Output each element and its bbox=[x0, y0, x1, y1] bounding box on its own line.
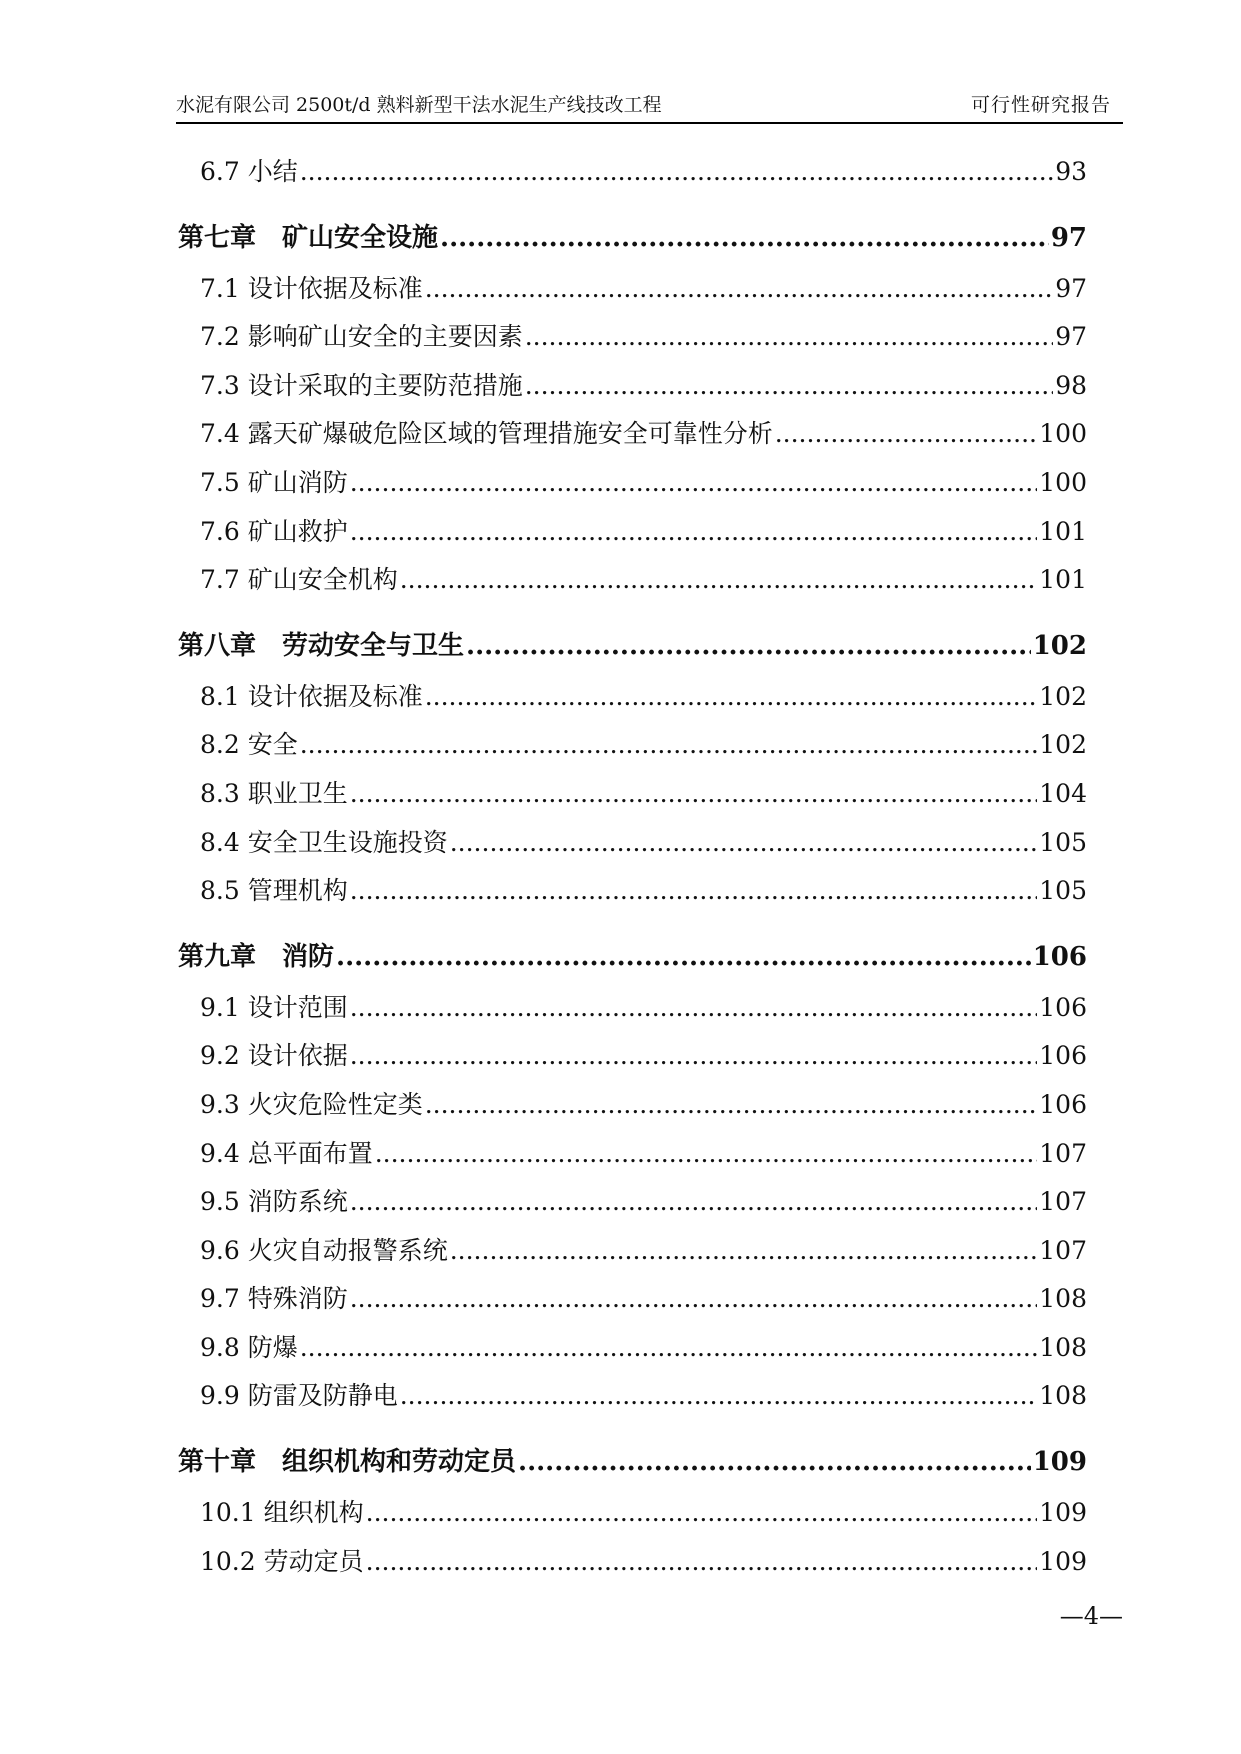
toc-dot-leader bbox=[425, 274, 1053, 303]
toc-entry-title: 7.5 矿山消防 bbox=[200, 467, 348, 497]
toc-dot-leader bbox=[525, 371, 1053, 400]
toc-entry-page-number: 100 bbox=[1039, 419, 1087, 449]
toc-entry-title: 8.4 安全卫生设施投资 bbox=[200, 827, 448, 857]
toc-entry-page-number: 107 bbox=[1039, 1235, 1087, 1265]
toc-entry-title: 9.6 火灾自动报警系统 bbox=[200, 1235, 448, 1265]
toc-section-entry[interactable] bbox=[178, 269, 1087, 318]
toc-dot-leader bbox=[336, 942, 1031, 972]
toc-section-entry[interactable] bbox=[178, 988, 1087, 1037]
toc-entry-page-number: 106 bbox=[1032, 941, 1087, 972]
toc-dot-leader bbox=[425, 1090, 1038, 1119]
toc-section-entry[interactable] bbox=[178, 317, 1087, 366]
toc-section-entry[interactable] bbox=[178, 1542, 1087, 1591]
toc-entry-page-number: 105 bbox=[1039, 876, 1087, 906]
toc-entry-title: 9.4 总平面布置 bbox=[200, 1138, 373, 1168]
toc-section-entry[interactable] bbox=[178, 1328, 1087, 1377]
toc-dot-leader bbox=[466, 631, 1031, 661]
toc-dot-leader bbox=[350, 1041, 1038, 1070]
table-of-contents bbox=[178, 152, 1087, 1590]
toc-section-entry[interactable] bbox=[178, 1231, 1087, 1280]
toc-entry-title: 9.5 消防系统 bbox=[200, 1187, 348, 1217]
header-document-title: 水泥有限公司 2500t/d 熟料新型干法水泥生产线技改工程 bbox=[176, 94, 662, 116]
toc-entry-title: 9.7 特殊消防 bbox=[200, 1284, 348, 1314]
toc-entry-page-number: 109 bbox=[1039, 1546, 1087, 1576]
toc-section-entry[interactable] bbox=[178, 871, 1087, 920]
toc-dot-leader bbox=[425, 682, 1038, 711]
toc-dot-leader bbox=[350, 876, 1038, 905]
toc-dot-leader bbox=[518, 1447, 1031, 1477]
toc-entry-page-number: 98 bbox=[1055, 370, 1087, 400]
toc-entry-title: 8.1 设计依据及标准 bbox=[200, 681, 423, 711]
toc-chapter-entry[interactable] bbox=[178, 1429, 1087, 1493]
toc-dot-leader bbox=[450, 828, 1038, 857]
toc-entry-page-number: 105 bbox=[1039, 827, 1087, 857]
toc-entry-title: 9.2 设计依据 bbox=[200, 1041, 348, 1071]
toc-entry-title: 9.8 防爆 bbox=[200, 1332, 298, 1362]
toc-entry-title: 7.6 矿山救护 bbox=[200, 516, 348, 546]
toc-section-entry[interactable] bbox=[178, 1134, 1087, 1183]
toc-entry-page-number: 97 bbox=[1055, 322, 1087, 352]
page-number: —4— bbox=[1059, 1602, 1123, 1630]
toc-section-entry[interactable] bbox=[178, 414, 1087, 463]
toc-chapter-entry[interactable] bbox=[178, 613, 1087, 677]
toc-entry-title: 第十章 组织机构和劳动定员 bbox=[178, 1447, 517, 1478]
toc-section-entry[interactable] bbox=[178, 1036, 1087, 1085]
toc-section-entry[interactable] bbox=[178, 512, 1087, 561]
toc-entry-page-number: 109 bbox=[1032, 1447, 1087, 1478]
toc-entry-page-number: 102 bbox=[1039, 730, 1087, 760]
toc-entry-title: 8.2 安全 bbox=[200, 730, 298, 760]
toc-dot-leader bbox=[300, 1333, 1038, 1362]
toc-entry-title: 8.3 职业卫生 bbox=[200, 778, 348, 808]
toc-section-entry[interactable] bbox=[178, 1279, 1087, 1328]
toc-dot-leader bbox=[525, 322, 1053, 351]
toc-section-entry[interactable] bbox=[178, 1182, 1087, 1231]
toc-section-entry[interactable] bbox=[178, 677, 1087, 726]
toc-dot-leader bbox=[375, 1139, 1038, 1168]
toc-entry-page-number: 102 bbox=[1032, 630, 1087, 661]
toc-entry-title: 第九章 消防 bbox=[178, 941, 335, 972]
toc-section-entry[interactable] bbox=[178, 774, 1087, 823]
toc-dot-leader bbox=[350, 468, 1038, 497]
toc-section-entry[interactable] bbox=[178, 823, 1087, 872]
toc-entry-title: 8.5 管理机构 bbox=[200, 876, 348, 906]
toc-entry-page-number: 97 bbox=[1055, 273, 1087, 303]
toc-dot-leader bbox=[775, 419, 1038, 448]
toc-entry-title: 10.2 劳动定员 bbox=[200, 1546, 364, 1576]
toc-entry-page-number: 106 bbox=[1039, 1089, 1087, 1119]
toc-dot-leader bbox=[400, 565, 1038, 594]
toc-section-entry[interactable] bbox=[178, 1376, 1087, 1425]
toc-entry-title: 6.7 小结 bbox=[200, 157, 298, 186]
toc-entry-page-number: 107 bbox=[1039, 1138, 1087, 1168]
toc-section-entry[interactable] bbox=[178, 560, 1087, 609]
toc-entry-page-number: 106 bbox=[1039, 1041, 1087, 1071]
toc-entry-page-number: 108 bbox=[1039, 1381, 1087, 1411]
toc-entry-title: 7.4 露天矿爆破危险区域的管理措施安全可靠性分析 bbox=[200, 419, 773, 449]
toc-dot-leader bbox=[440, 223, 1049, 253]
toc-dot-leader bbox=[350, 779, 1038, 808]
toc-entry-page-number: 107 bbox=[1039, 1187, 1087, 1217]
toc-entry-page-number: 101 bbox=[1039, 565, 1087, 595]
toc-entry-page-number: 106 bbox=[1039, 992, 1087, 1022]
toc-entry-page-number: 101 bbox=[1039, 516, 1087, 546]
toc-entry-title: 9.3 火灾危险性定类 bbox=[200, 1089, 423, 1119]
toc-chapter-entry[interactable] bbox=[178, 924, 1087, 988]
toc-entry-page-number: 97 bbox=[1050, 222, 1087, 253]
toc-dot-leader bbox=[350, 517, 1038, 546]
toc-entry-page-number: 108 bbox=[1039, 1284, 1087, 1314]
toc-dot-leader bbox=[450, 1236, 1038, 1265]
toc-dot-leader bbox=[400, 1381, 1038, 1410]
toc-entry-page-number: 102 bbox=[1039, 681, 1087, 711]
toc-dot-leader bbox=[350, 1187, 1038, 1216]
toc-entry-title: 7.2 影响矿山安全的主要因素 bbox=[200, 322, 523, 352]
toc-dot-leader bbox=[300, 157, 1053, 186]
toc-section-entry[interactable] bbox=[178, 1085, 1087, 1134]
toc-dot-leader bbox=[366, 1547, 1038, 1576]
toc-dot-leader bbox=[350, 1284, 1038, 1313]
toc-dot-leader bbox=[300, 730, 1038, 759]
toc-entry-title: 第八章 劳动安全与卫生 bbox=[178, 630, 465, 661]
toc-entry-page-number: 104 bbox=[1039, 778, 1087, 808]
header-report-type: 可行性研究报告 bbox=[970, 94, 1111, 116]
toc-dot-leader bbox=[350, 993, 1038, 1022]
toc-entry-title: 7.3 设计采取的主要防范措施 bbox=[200, 370, 523, 400]
toc-section-entry[interactable] bbox=[178, 463, 1087, 512]
toc-entry-page-number: 100 bbox=[1039, 467, 1087, 497]
toc-dot-leader bbox=[366, 1498, 1038, 1527]
toc-chapter-entry[interactable] bbox=[178, 205, 1087, 269]
toc-entry-page-number: 109 bbox=[1039, 1498, 1087, 1528]
toc-section-entry[interactable] bbox=[178, 725, 1087, 774]
toc-section-entry[interactable] bbox=[178, 1493, 1087, 1542]
toc-entry-title: 7.1 设计依据及标准 bbox=[200, 273, 423, 303]
toc-entry-title: 第七章 矿山安全设施 bbox=[178, 222, 439, 253]
page-header bbox=[176, 84, 1123, 124]
toc-entry-title: 9.9 防雷及防静电 bbox=[200, 1381, 398, 1411]
toc-entry-page-number: 93 bbox=[1055, 157, 1087, 186]
toc-section-entry[interactable] bbox=[178, 152, 1087, 201]
toc-entry-title: 7.7 矿山安全机构 bbox=[200, 565, 398, 595]
toc-entry-title: 10.1 组织机构 bbox=[200, 1498, 364, 1528]
toc-section-entry[interactable] bbox=[178, 366, 1087, 415]
toc-entry-title: 9.1 设计范围 bbox=[200, 992, 348, 1022]
toc-entry-page-number: 108 bbox=[1039, 1332, 1087, 1362]
